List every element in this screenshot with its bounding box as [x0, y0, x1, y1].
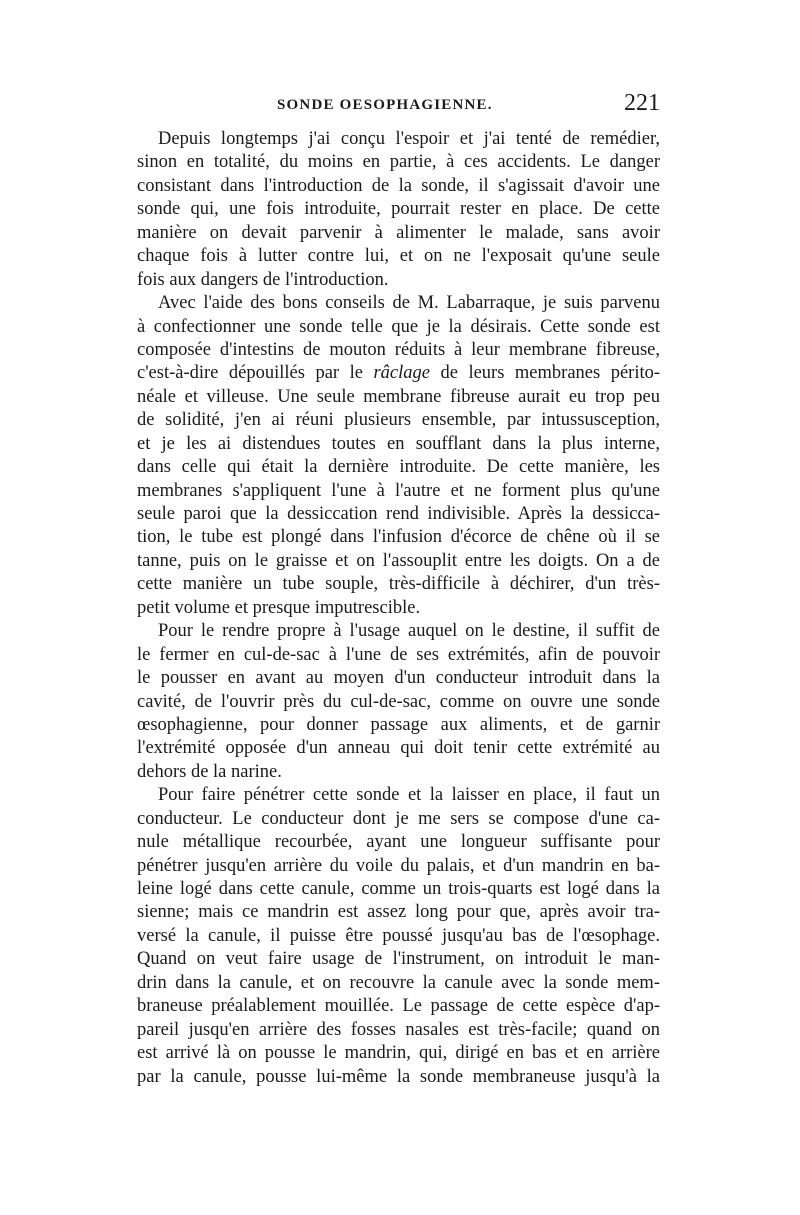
text-line: est arrivé là on pousse le mandrin, qui, dirigé en bas et en arrière — [137, 1043, 660, 1064]
text-line: petit volume et presque imputrescible. — [137, 597, 421, 618]
text-segment: c'est-à-dire dépouillés par le — [137, 363, 363, 384]
paragraph-3 — [137, 620, 660, 784]
text-line: l'extrémité opposée d'un anneau qui doit tenir cette extrémité au — [137, 738, 660, 759]
text-line: versé la canule, il puisse être poussé jusqu'au bas de l'œsophage. — [137, 925, 660, 946]
text-line: pareil jusqu'en arrière des fosses nasales est très-facile; quand on — [137, 1019, 660, 1040]
text-line: pénétrer jusqu'en arrière du voile du palais, et d'un mandrin en ba- — [137, 855, 660, 876]
text-line: de solidité, j'en ai réuni plusieurs ensemble, par intussusception, — [137, 410, 660, 431]
text-segment: de leurs membranes périto- — [440, 363, 661, 384]
text-line: fois aux dangers de l'introduction. — [137, 269, 389, 290]
running-title: SONDE OESOPHAGIENNE. — [277, 97, 493, 113]
text-line: Pour le rendre propre à l'usage auquel on le destine, il suffit de — [158, 621, 660, 642]
text-line: Avec l'aide des bons conseils de M. Labarraque, je suis parvenu — [158, 293, 660, 314]
text-line: tanne, puis on le graisse et on l'assouplit entre les doigts. On a de — [137, 550, 660, 571]
text-line: sonde qui, une fois introduite, pourrait rester en place. De cette — [137, 199, 660, 220]
text-line: Pour faire pénétrer cette sonde et la laisser en place, il faut un — [158, 785, 660, 806]
text-line: seule paroi que la dessiccation rend indivisible. Après la dessicca- — [137, 504, 660, 524]
page-body — [137, 128, 660, 1089]
text-line: manière on devait parvenir à alimenter le malade, sans avoir — [137, 222, 660, 243]
text-line-with-italic — [137, 362, 660, 385]
paragraph-1 — [137, 128, 660, 292]
text-line: dehors de la narine. — [137, 761, 282, 782]
text-line: par la canule, pousse lui-même la sonde membraneuse jusqu'à la — [137, 1066, 660, 1087]
text-line: leine logé dans cette canule, comme un trois-quarts est logé dans la — [137, 879, 660, 899]
text-line: nule métallique recourbée, ayant une longueur suffisante pour — [137, 832, 660, 853]
text-line: sienne; mais ce mandrin est assez long pour que, après avoir tra- — [137, 902, 660, 923]
text-line: à confectionner une sonde telle que je la désirais. Cette sonde est — [137, 316, 660, 337]
text-line: cavité, de l'ouvrir près du cul-de-sac, comme on ouvre une sonde — [137, 691, 660, 712]
text-line: composée d'intestins de mouton réduits à leur membrane fibreuse, — [137, 339, 660, 360]
text-line: le pousser en avant au moyen d'un conducteur introduit dans la — [137, 668, 660, 689]
text-line: dans celle qui était la dernière introduite. De cette manière, les — [137, 457, 660, 478]
text-line: drin dans la canule, et on recouvre la canule avec la sonde mem- — [137, 972, 660, 993]
text-line: Depuis longtemps j'ai conçu l'espoir et j'ai tenté de remédier, — [158, 129, 660, 149]
text-line: consistant dans l'introduction de la sonde, il s'agissait d'avoir une — [137, 175, 660, 196]
italic-word: râclage — [373, 363, 430, 384]
text-line: Quand on veut faire usage de l'instrument, on introduit le man- — [137, 949, 660, 970]
text-line: le fermer en cul-de-sac à l'une de ses extrémités, afin de pouvoir — [137, 644, 660, 665]
text-line: conducteur. Le conducteur dont je me sers se compose d'une ca- — [137, 808, 660, 829]
paragraph-2 — [137, 292, 660, 620]
paragraph-4 — [137, 784, 660, 1089]
text-line: cette manière un tube souple, très-difficile à déchirer, d'un très- — [137, 574, 660, 595]
text-line: et je les ai distendues toutes en soufflant dans la plus interne, — [137, 433, 660, 454]
text-line: sinon en totalité, du moins en partie, à ces accidents. Le danger — [137, 152, 660, 173]
text-line: néale et villeuse. Une seule membrane fibreuse aurait eu trop peu — [137, 386, 660, 407]
text-line: œsophagienne, pour donner passage aux aliments, et de garnir — [137, 714, 660, 735]
page-header — [137, 90, 660, 123]
text-line: membranes s'appliquent l'une à l'autre et ne forment plus qu'une — [137, 480, 660, 501]
page-number: 221 — [624, 90, 660, 116]
text-line: chaque fois à lutter contre lui, et on ne l'exposait qu'une seule — [137, 246, 660, 267]
text-line: tion, le tube est plongé dans l'infusion d'écorce de chêne où il se — [137, 527, 660, 548]
text-line: braneuse préalablement mouillée. Le passage de cette espèce d'ap- — [137, 996, 660, 1017]
